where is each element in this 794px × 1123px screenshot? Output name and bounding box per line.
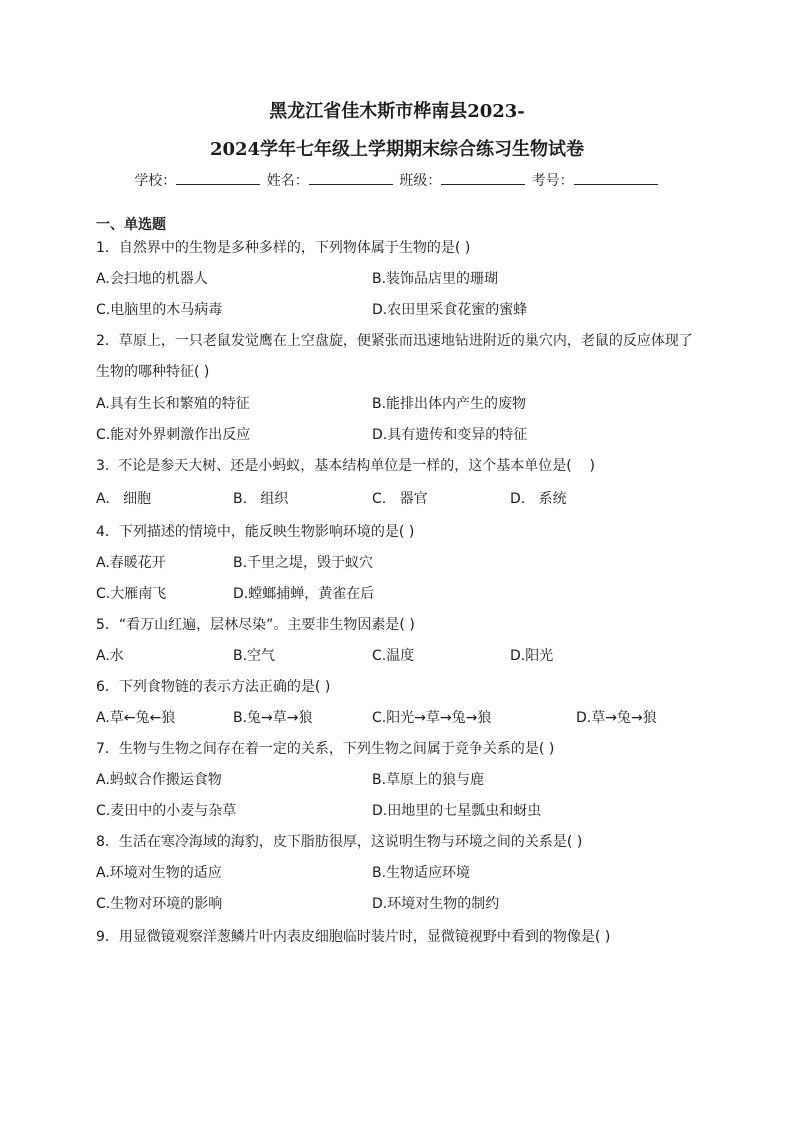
question-7-option-c[interactable]: C.麦田中的小麦与杂草 — [96, 803, 237, 819]
question-2-option-a[interactable]: A.具有生长和繁殖的特征 — [96, 396, 250, 412]
question-4-stem: 4．下列描述的情境中，能反映生物影响环境的是( ) — [96, 524, 415, 540]
question-8-option-c[interactable]: C.生物对环境的影响 — [96, 896, 223, 912]
class-blank[interactable] — [441, 170, 525, 185]
question-1-option-b[interactable]: B.装饰品店里的珊瑚 — [372, 271, 499, 287]
exam-number-blank[interactable] — [574, 170, 658, 185]
question-3-option-b[interactable]: B. 组织 — [233, 491, 289, 507]
question-5-option-a[interactable]: A.水 — [96, 648, 124, 664]
class-label: 班级： — [399, 173, 442, 189]
question-4-options-row-1 — [96, 548, 702, 579]
question-1-option-c[interactable]: C.电脑里的木马病毒 — [96, 302, 223, 318]
question-8-options-row-2 — [96, 889, 702, 920]
question-5-stem: 5．“看万山红遍，层林尽染”。主要非生物因素是( ) — [96, 617, 415, 633]
question-2-options-row-1 — [96, 389, 702, 420]
question-7-option-d[interactable]: D.田地里的七星瓢虫和蚜虫 — [372, 803, 542, 819]
question-5-option-d[interactable]: D.阳光 — [510, 648, 554, 664]
question-4-option-a[interactable]: A.春暖花开 — [96, 555, 166, 571]
question-6-option-c[interactable]: C.阳光→草→兔→狼 — [372, 710, 492, 726]
question-8-options-row-1 — [96, 858, 702, 889]
question-3-option-d[interactable]: D. 系统 — [510, 491, 567, 507]
question-8-option-a[interactable]: A.环境对生物的适应 — [96, 865, 222, 881]
question-7-option-b[interactable]: B.草原上的狼与鹿 — [372, 772, 485, 788]
question-3-options-row — [96, 484, 702, 515]
question-5-option-c[interactable]: C.温度 — [372, 648, 415, 664]
question-6-options-row — [96, 703, 702, 734]
question-1-options-row-2 — [96, 295, 702, 326]
question-3-option-c[interactable]: C. 器官 — [372, 491, 428, 507]
question-1-option-a[interactable]: A.会扫地的机器人 — [96, 271, 208, 287]
student-info-line — [0, 170, 794, 191]
question-2-option-b[interactable]: B.能排出体内产生的废物 — [372, 396, 527, 412]
question-2-option-d[interactable]: D.具有遗传和变异的特征 — [372, 427, 528, 443]
question-3-stem: 3. 不论是参天大树、还是小蚂蚁，基本结构单位是一样的，这个基本单位是( ) — [96, 458, 595, 474]
question-1-options-row-1 — [96, 264, 702, 295]
question-7-stem: 7．生物与生物之间存在着一定的关系，下列生物之间属于竞争关系的是( ) — [96, 741, 555, 757]
question-4-option-c[interactable]: C.大雁南飞 — [96, 586, 167, 602]
question-8-option-d[interactable]: D.环境对生物的制约 — [372, 896, 500, 912]
question-2-stem: 2．草原上，一只老鼠发觉鹰在上空盘旋，便紧张而迅速地钻进附近的巢穴内，老鼠的反应体现了生物的哪种特征( ) — [96, 333, 693, 380]
name-label: 姓名： — [266, 173, 309, 189]
question-5-options-row — [96, 641, 702, 672]
question-7-option-a[interactable]: A.蚂蚁合作搬运食物 — [96, 772, 222, 788]
question-6-option-b[interactable]: B.兔→草→狼 — [233, 710, 313, 726]
section-heading: 一、单选题 — [96, 217, 166, 233]
school-blank[interactable] — [176, 170, 260, 185]
school-label: 学校： — [134, 173, 177, 189]
question-6-stem: 6．下列食物链的表示方法正确的是( ) — [96, 679, 331, 695]
question-7-options-row-2 — [96, 796, 702, 827]
question-3-option-a[interactable]: A. 细胞 — [96, 491, 152, 507]
question-4-options-row-2 — [96, 579, 702, 610]
question-8-stem: 8．生活在寒冷海域的海豹，皮下脂肪很厚，这说明生物与环境之间的关系是( ) — [96, 834, 583, 850]
question-5-option-b[interactable]: B.空气 — [233, 648, 276, 664]
question-6-option-a[interactable]: A.草←兔←狼 — [96, 710, 176, 726]
question-7-options-row-1 — [96, 765, 702, 796]
page-title-line-2: 2024学年七年级上学期期末综合练习生物试卷 — [209, 139, 585, 160]
question-2-option-c[interactable]: C.能对外界刺激作出反应 — [96, 427, 251, 443]
question-6-option-d[interactable]: D.草→兔→狼 — [576, 710, 657, 726]
question-4-option-b[interactable]: B.千里之堤，毁于蚁穴 — [233, 555, 374, 571]
page-title-line-1: 黑龙江省佳木斯市桦南县2023- — [269, 101, 525, 122]
exam-number-label: 考号： — [531, 173, 574, 189]
question-1-stem: 1．自然界中的生物是多种多样的，下列物体属于生物的是( ) — [96, 240, 471, 256]
question-4-option-d[interactable]: D.螳螂捕蝉，黄雀在后 — [233, 586, 375, 602]
question-1-option-d[interactable]: D.农田里采食花蜜的蜜蜂 — [372, 302, 528, 318]
question-2-options-row-2 — [96, 420, 702, 451]
question-9-stem: 9．用显微镜观察洋葱鳞片叶内表皮细胞临时装片时，显微镜视野中看到的物像是( ) — [96, 929, 611, 945]
question-8-option-b[interactable]: B.生物适应环境 — [372, 865, 471, 881]
name-blank[interactable] — [309, 170, 393, 185]
